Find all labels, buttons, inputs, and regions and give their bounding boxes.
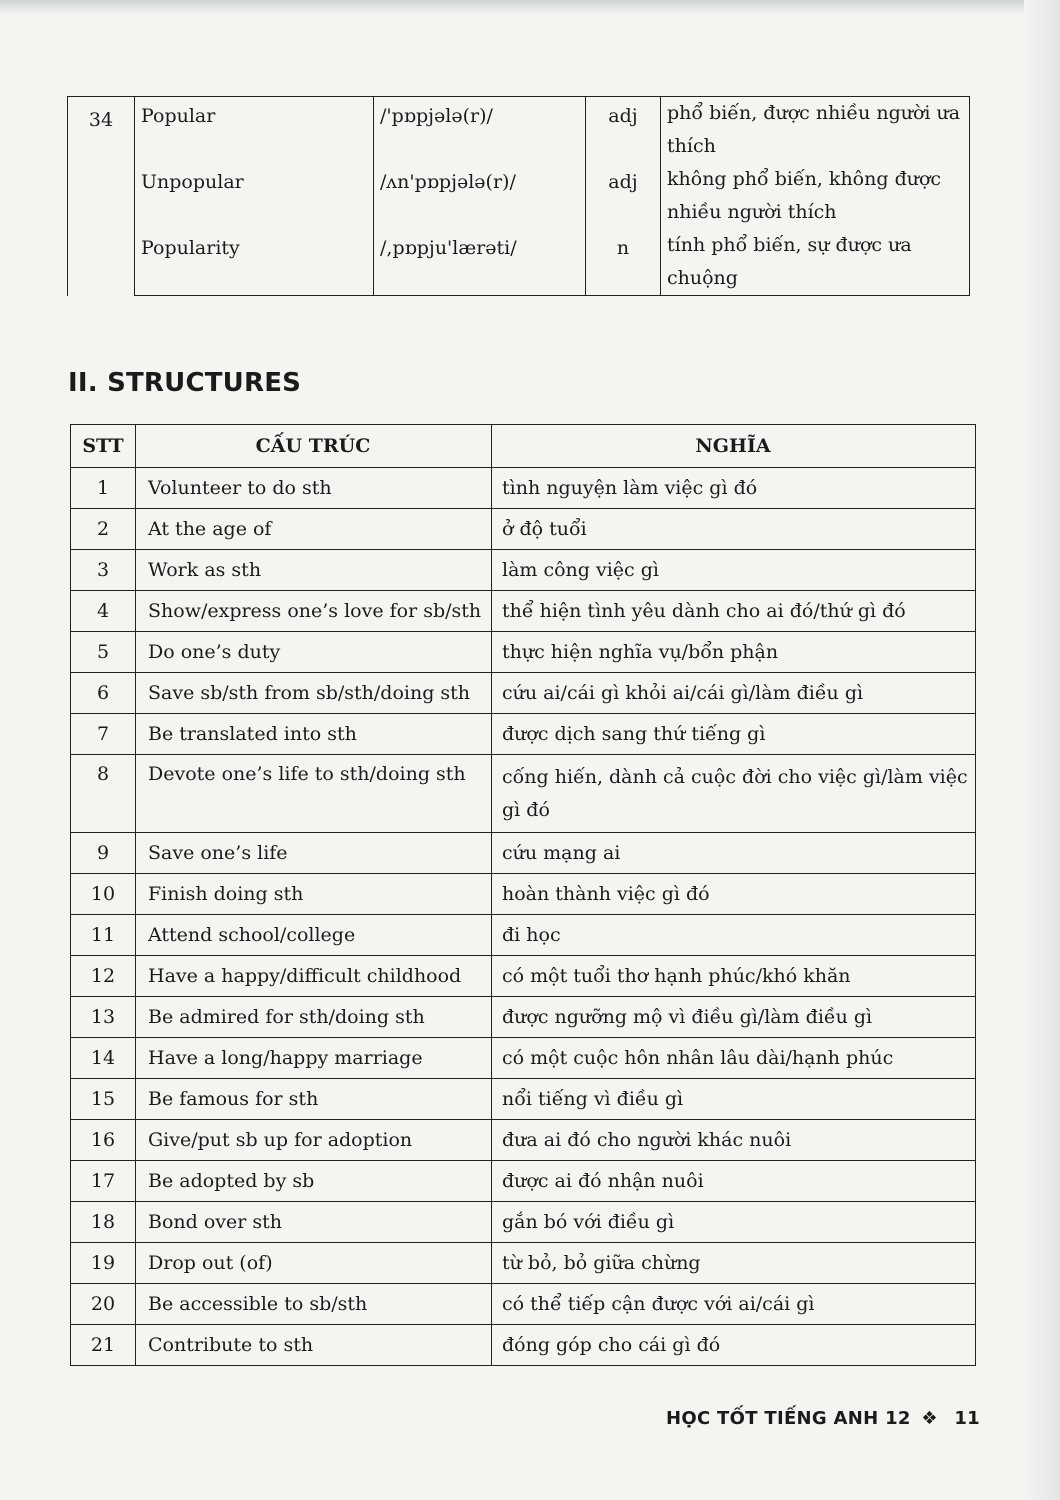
- table-row: [71, 874, 976, 915]
- row-structure: Be translated into sth: [136, 714, 492, 755]
- table-row: [71, 755, 976, 833]
- row-structure: Contribute to sth: [136, 1325, 492, 1366]
- vocab-number: 34: [68, 97, 135, 296]
- row-stt: 7: [71, 714, 136, 755]
- table-row: [71, 1243, 976, 1284]
- row-structure: Be accessible to sb/sth: [136, 1284, 492, 1325]
- structures-table: [70, 424, 976, 1366]
- row-structure: Work as sth: [136, 550, 492, 591]
- row-stt: 20: [71, 1284, 136, 1325]
- row-structure: Finish doing sth: [136, 874, 492, 915]
- row-meaning: ở độ tuổi: [492, 509, 976, 550]
- vocab-pos: adj: [608, 171, 638, 193]
- row-stt: 18: [71, 1202, 136, 1243]
- vocab-ipa: /ʌn'pɒpjələ(r)/: [380, 171, 516, 193]
- row-meaning: cứu ai/cái gì khỏi ai/cái gì/làm điều gì: [492, 673, 976, 714]
- row-meaning: thực hiện nghĩa vụ/bổn phận: [492, 632, 976, 673]
- table-row: [71, 1038, 976, 1079]
- page-gutter-shadow: [1024, 0, 1060, 1500]
- table-row: [71, 1202, 976, 1243]
- row-stt: 9: [71, 833, 136, 874]
- ornament-icon: ❖: [921, 1408, 938, 1429]
- vocab-word: Popular: [141, 105, 216, 127]
- table-row: [71, 1284, 976, 1325]
- row-stt: 6: [71, 673, 136, 714]
- row-meaning: nổi tiếng vì điều gì: [492, 1079, 976, 1120]
- table-row: [71, 833, 976, 874]
- page-number: 11: [954, 1408, 980, 1429]
- row-structure: At the age of: [136, 509, 492, 550]
- vocab-word: Popularity: [141, 237, 240, 259]
- row-stt: 19: [71, 1243, 136, 1284]
- row-stt: 2: [71, 509, 136, 550]
- table-row: [71, 468, 976, 509]
- page-footer: [666, 1408, 980, 1429]
- vocabulary-table: [67, 96, 970, 296]
- row-structure: Attend school/college: [136, 915, 492, 956]
- row-meaning: từ bỏ, bỏ giữa chừng: [492, 1243, 976, 1284]
- row-structure: Show/express one’s love for sb/sth: [136, 591, 492, 632]
- row-structure: Volunteer to do sth: [136, 468, 492, 509]
- row-stt: 3: [71, 550, 136, 591]
- row-stt: 17: [71, 1161, 136, 1202]
- table-row: [71, 956, 976, 997]
- row-meaning: cống hiến, dành cả cuộc đời cho việc gì/làm việc gì đó: [492, 755, 976, 833]
- vocab-row: [68, 229, 970, 296]
- row-structure: Be adopted by sb: [136, 1161, 492, 1202]
- section-title: II. STRUCTURES: [68, 368, 302, 398]
- vocab-meaning: tính phổ biến, sự được ưa chuộng: [661, 229, 970, 296]
- row-meaning: tình nguyện làm việc gì đó: [492, 468, 976, 509]
- row-stt: 11: [71, 915, 136, 956]
- row-meaning: gắn bó với điều gì: [492, 1202, 976, 1243]
- row-structure: Be admired for sth/doing sth: [136, 997, 492, 1038]
- vocab-ipa: /,pɒpju'lærəti/: [380, 237, 517, 259]
- row-meaning: được dịch sang thứ tiếng gì: [492, 714, 976, 755]
- row-meaning: có một cuộc hôn nhân lâu dài/hạnh phúc: [492, 1038, 976, 1079]
- row-stt: 14: [71, 1038, 136, 1079]
- row-meaning: cứu mạng ai: [492, 833, 976, 874]
- row-structure: Do one’s duty: [136, 632, 492, 673]
- row-meaning: đóng góp cho cái gì đó: [492, 1325, 976, 1366]
- row-structure: Give/put sb up for adoption: [136, 1120, 492, 1161]
- vocab-pos: adj: [608, 105, 638, 127]
- row-stt: 15: [71, 1079, 136, 1120]
- row-stt: 4: [71, 591, 136, 632]
- page-edge-shadow: [0, 0, 1060, 14]
- row-stt: 5: [71, 632, 136, 673]
- table-row: [71, 1079, 976, 1120]
- table-row: [71, 550, 976, 591]
- row-stt: 10: [71, 874, 136, 915]
- table-row: [71, 673, 976, 714]
- table-row: [71, 632, 976, 673]
- header-structure: CẤU TRÚC: [136, 425, 492, 468]
- table-header-row: [71, 425, 976, 468]
- header-stt: STT: [71, 425, 136, 468]
- row-structure: Have a long/happy marriage: [136, 1038, 492, 1079]
- vocab-ipa: /'pɒpjələ(r)/: [380, 105, 493, 127]
- row-stt: 21: [71, 1325, 136, 1366]
- row-structure: Bond over sth: [136, 1202, 492, 1243]
- row-stt: 1: [71, 468, 136, 509]
- row-meaning: có thể tiếp cận được với ai/cái gì: [492, 1284, 976, 1325]
- table-row: [71, 714, 976, 755]
- row-meaning: thể hiện tình yêu dành cho ai đó/thứ gì đó: [492, 591, 976, 632]
- header-meaning: NGHĨA: [492, 425, 976, 468]
- vocab-pos: n: [616, 237, 630, 259]
- row-meaning: làm công việc gì: [492, 550, 976, 591]
- table-row: [71, 1120, 976, 1161]
- vocab-row: [68, 163, 970, 229]
- book-title: HỌC TỐT TIẾNG ANH 12: [666, 1408, 911, 1429]
- vocab-word: Unpopular: [141, 171, 244, 193]
- row-meaning: hoàn thành việc gì đó: [492, 874, 976, 915]
- row-stt: 12: [71, 956, 136, 997]
- table-row: [71, 997, 976, 1038]
- row-structure: Be famous for sth: [136, 1079, 492, 1120]
- vocab-meaning: phổ biến, được nhiều người ưa thích: [661, 97, 970, 164]
- vocab-meaning: không phổ biến, không được nhiều người thích: [661, 163, 970, 229]
- row-stt: 8: [71, 755, 136, 833]
- row-meaning: được ai đó nhận nuôi: [492, 1161, 976, 1202]
- row-meaning: được ngưỡng mộ vì điều gì/làm điều gì: [492, 997, 976, 1038]
- row-structure: Have a happy/difficult childhood: [136, 956, 492, 997]
- row-structure: Save one’s life: [136, 833, 492, 874]
- table-row: [71, 915, 976, 956]
- row-meaning: đưa ai đó cho người khác nuôi: [492, 1120, 976, 1161]
- row-structure: Drop out (of): [136, 1243, 492, 1284]
- table-row: [71, 591, 976, 632]
- table-row: [71, 1161, 976, 1202]
- row-stt: 13: [71, 997, 136, 1038]
- row-structure: Devote one’s life to sth/doing sth: [136, 755, 492, 833]
- table-row: [71, 509, 976, 550]
- row-stt: 16: [71, 1120, 136, 1161]
- row-meaning: đi học: [492, 915, 976, 956]
- row-meaning: có một tuổi thơ hạnh phúc/khó khăn: [492, 956, 976, 997]
- table-row: [71, 1325, 976, 1366]
- vocab-row: [68, 97, 970, 164]
- row-structure: Save sb/sth from sb/sth/doing sth: [136, 673, 492, 714]
